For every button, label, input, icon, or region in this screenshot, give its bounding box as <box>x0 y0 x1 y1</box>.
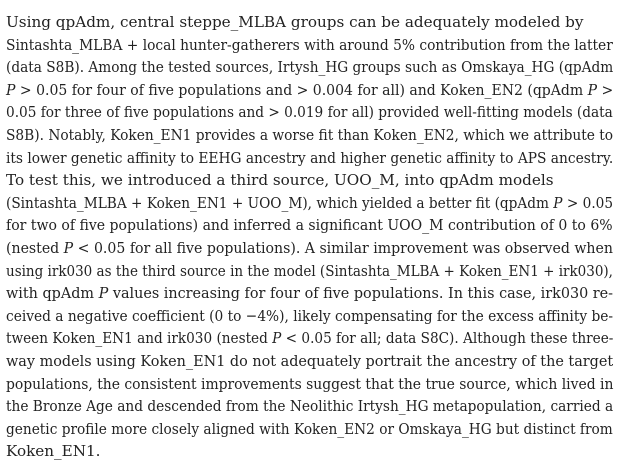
paragraph-line: Sintashta_MLBA + local hunter-gatherers with around 5% contribution from the latter <box>6 35 613 54</box>
paragraph-line: using irk030 as the third source in the model (Sintashta_MLBA + Koken_EN1 + irk030), <box>6 261 613 280</box>
paragraph-line: genetic profile more closely aligned with Koken_EN2 or Omskaya_HG but distinct from <box>6 419 613 438</box>
paragraph-line: the Bronze Age and descended from the Neolithic Irtysh_HG metapopulation, carried a <box>6 397 614 416</box>
paragraph-line: (data S8B). Among the tested sources, Irtysh_HG groups such as Omskaya_HG (qpAdm <box>6 58 614 77</box>
paragraph-line: its lower genetic affinity to EEHG ancestry and higher genetic affinity to APS ancestry. <box>6 148 614 167</box>
paragraph-line: Koken_EN1. <box>6 442 101 461</box>
paragraph-line: (Sintashta_MLBA + Koken_EN1 + UOO_M), which yielded a better fit (qpAdm P > 0.05 <box>6 193 614 212</box>
paragraph-line: populations, the consistent improvements suggest that the true source, which lived in <box>6 374 614 393</box>
paragraph-line: way models using Koken_EN1 do not adequately portrait the ancestry of the target <box>6 351 614 370</box>
paragraph-line: (nested P < 0.05 for all five populations). A similar improvement was observed when <box>6 238 613 257</box>
paragraph-line: ceived a negative coefficient (0 to −4%), likely compensating for the excess affinity be- <box>6 306 614 325</box>
paragraph-line: with qpAdm P values increasing for four of five populations. In this case, irk030 re- <box>6 284 614 303</box>
paragraph-line: for two of five populations) and inferred a significant UOO_M contribution of 0 to 6% <box>6 216 613 235</box>
paragraph-line: tween Koken_EN1 and irk030 (nested P < 0.05 for all; data S8C). Although these three- <box>6 329 614 348</box>
paragraph-line: Using qpAdm, central steppe_MLBA groups can be adequately modeled by <box>6 13 584 31</box>
paragraph-line: S8B). Notably, Koken_EN1 provides a worse fit than Koken_EN2, which we attribute to <box>6 125 614 144</box>
paragraph-line: 0.05 for three of five populations and > 0.019 for all) provided well-fitting models (data <box>6 103 613 122</box>
paragraph-line: P > 0.05 for four of five populations and > 0.004 for all) and Koken_EN2 (qpAdm P > <box>6 80 614 99</box>
paragraph-line: To test this, we introduced a third source, UOO_M, into qpAdm models <box>6 171 554 190</box>
body-paragraph <box>6 11 617 463</box>
